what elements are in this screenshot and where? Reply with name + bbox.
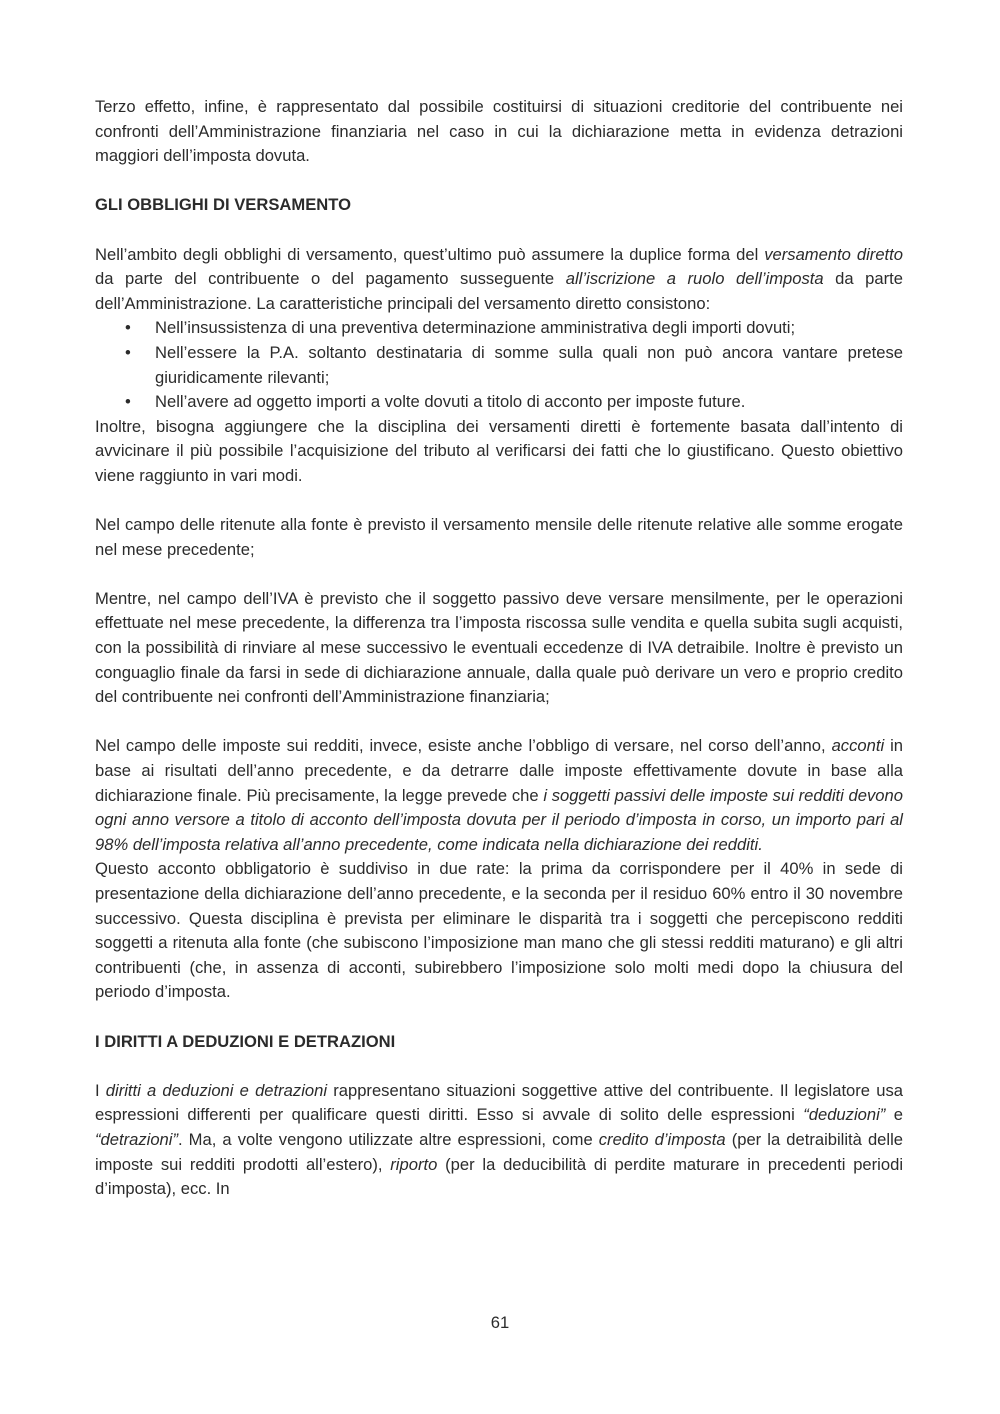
page-number: 61 bbox=[490, 1313, 510, 1332]
spacer bbox=[95, 1005, 903, 1030]
iva-paragraph: Mentre, nel campo dell’IVA è previsto che il soggetto passivo deve versare mensilmente, per le operazioni effettuate nel mese precedente, la differenza tra l’imposta riscossa sulle vendita e quella subita sugli acquisti, con la possibilità di rinviare al mese successivo le eventuali eccedenze di IVA detraibile. Inoltre è previsto un conguaglio finale da farsi in sede di dichiarazione annuale, dalla quale può derivare un vero e proprio credito del contribuente nei confronti dell’Amministrazione finanziaria; bbox=[95, 588, 903, 707]
list-item bbox=[95, 341, 903, 390]
text-run: da parte dell’Amministrazione. La caratteristiche principali del versamento diretto consistono: bbox=[95, 269, 904, 313]
italic-term-diritti: diritti a deduzioni e detrazioni bbox=[105, 1080, 328, 1100]
list-item-text: Nell’essere la P.A. soltanto destinataria di somme sulla quali non può ancora vantare pretese giuridicamente rilevanti; bbox=[155, 342, 903, 387]
text-run: e bbox=[885, 1105, 903, 1125]
italic-term-detrazioni: “detrazioni” bbox=[95, 1129, 179, 1149]
italic-term-credito-imposta: credito d’imposta bbox=[598, 1129, 726, 1149]
text-run: in base ai risultati dell’anno precedente, e da detrarre dalle imposte effettivamente dovute in base alla dichiarazione finale. Più precisamente, la legge prevede che bbox=[95, 736, 903, 805]
italic-term-acconti: acconti bbox=[831, 736, 885, 756]
text-run: Nell’ambito degli obblighi di versamento, quest’ultimo può assumere la duplice forma del bbox=[95, 244, 765, 264]
list-item bbox=[95, 316, 903, 341]
text-run: rappresentano situazioni soggettive attive del contribuente. Il legislatore usa espressioni differenti per qualificare questi diritti. Esso si avvale di solito delle espressioni bbox=[95, 1080, 903, 1125]
imposte-redditi-paragraph bbox=[95, 734, 903, 857]
characteristics-list bbox=[95, 316, 903, 414]
bullet-icon: • bbox=[125, 392, 131, 412]
versamenti-diretti-paragraph: Inoltre, bisogna aggiungere che la disciplina dei versamenti diretti è fortemente basata dall’intento di avvicinare il più possibile l’acquisizione del tributo al verificarsi dei fatti che lo giustificano. Questo obiettivo viene raggiunto in vari modi. bbox=[95, 416, 903, 485]
spacer bbox=[95, 1054, 903, 1079]
spacer bbox=[95, 562, 903, 587]
italic-term-deduzioni: “deduzioni” bbox=[803, 1105, 886, 1125]
spacer bbox=[95, 710, 903, 735]
list-item-text: Nell’insussistenza di una preventiva determinazione amministrativa degli importi dovuti; bbox=[155, 318, 796, 338]
bullet-icon: • bbox=[125, 318, 131, 338]
text-run: Nel campo delle imposte sui redditi, invece, esiste anche l’obbligo di versare, nel corso dell’anno, bbox=[95, 736, 832, 756]
text-run: I bbox=[95, 1080, 106, 1100]
diritti-paragraph bbox=[95, 1079, 903, 1202]
text-run: (per la detraibilità delle imposte sui redditi prodotti all’estero), bbox=[95, 1129, 904, 1174]
italic-term-versamento-diretto: versamento diretto bbox=[764, 244, 903, 264]
text-run: . Ma, a volte vengono utilizzate altre espressioni, come bbox=[178, 1129, 599, 1149]
spacer bbox=[95, 218, 903, 243]
text-run: da parte del contribuente o del pagamento susseguente bbox=[95, 269, 566, 289]
section-heading-diritti-deduzioni: I DIRITTI A DEDUZIONI E DETRAZIONI bbox=[95, 1031, 396, 1051]
bullet-icon: • bbox=[125, 342, 131, 362]
acconto-rate-paragraph: Questo acconto obbligatorio è suddiviso in due rate: la prima da corrispondere per il 40% in sede di presentazione della dichiarazione dell’anno precedente, e la seconda per il residuo 60% entro il 30 novembre successivo. Questa disciplina è prevista per eliminare le disparità tra i soggetti che percepiscono redditi soggetti a ritenuta alla fonte (che subiscono l’imposizione man mano che gli stessi redditi maturano) e gli altri contribuenti (che, in assenza di acconti, subirebbero l’imposizione solo molti medi dopo la chiusura del periodo d’imposta. bbox=[95, 859, 903, 1002]
text-run: (per la deducibilità di perdite maturare in precedenti periodi d’imposta), ecc. In bbox=[95, 1154, 904, 1199]
italic-legal-quote: i soggetti passivi delle imposte sui redditi devono ogni anno versore a titolo di acconto dell’imposta dovuta per il periodo d’imposta in corso, un importo pari al 98% dell’imposta relativa all’anno precedente, come indicata nella dichiarazione dei redditi. bbox=[95, 785, 903, 854]
document-page bbox=[95, 95, 903, 1202]
spacer bbox=[95, 489, 903, 514]
intro-paragraph: Terzo effetto, infine, è rappresentato dal possibile costituirsi di situazioni creditorie del contribuente nei confronti dell’Amministrazione finanziaria nel caso in cui la dichiarazione metta in evidenza detrazioni maggiori dell’imposta dovuta. bbox=[95, 97, 903, 166]
italic-term-iscrizione-ruolo: all’iscrizione a ruolo dell’imposta bbox=[565, 269, 824, 289]
spacer bbox=[95, 169, 903, 194]
section-heading-obblighi-versamento: GLI OBBLIGHI DI VERSAMENTO bbox=[95, 195, 351, 215]
versamento-intro-paragraph bbox=[95, 243, 903, 317]
list-item bbox=[95, 390, 903, 415]
italic-term-riporto: riporto bbox=[390, 1154, 438, 1174]
ritenute-paragraph: Nel campo delle ritenute alla fonte è previsto il versamento mensile delle ritenute relative alle somme erogate nel mese precedente; bbox=[95, 515, 903, 559]
list-item-text: Nell’avere ad oggetto importi a volte dovuti a titolo di acconto per imposte future. bbox=[155, 392, 746, 412]
